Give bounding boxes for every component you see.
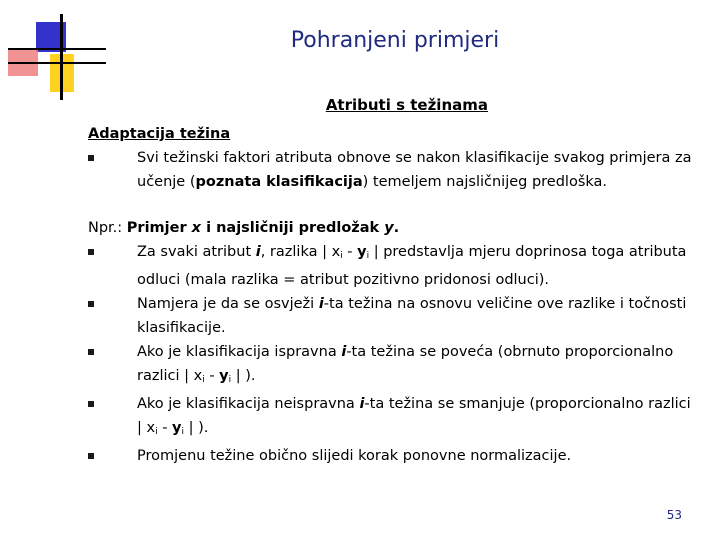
- subscript: i: [228, 375, 232, 385]
- list-item: [88, 340, 698, 392]
- list-item: [88, 444, 698, 468]
- bullet-text: -ta težina se poveća (obrnuto proporcionalno razlici | x: [137, 344, 674, 384]
- corner-logo: [0, 0, 110, 110]
- list-item: [88, 292, 698, 340]
- section-heading: Adaptacija težina: [88, 126, 231, 142]
- bullet-icon: [88, 249, 94, 255]
- example-heading-text: .: [393, 220, 400, 236]
- bullet-text: -: [204, 368, 220, 384]
- bullet-text: Svi težinski faktori atributa obnove se nakon klasifikacije svakog primjera za učenje (: [137, 150, 692, 190]
- logo-horizontal-line: [8, 62, 106, 64]
- subscript: i: [340, 251, 343, 261]
- bullet-icon: [88, 401, 94, 407]
- example-var-y: y: [384, 220, 394, 236]
- example-prefix: Npr.:: [88, 220, 127, 236]
- bullet-text: | predstavlja mjeru doprinosa toga atributa odluci (mala razlika = atribut pozitivno pridonosi odluci).: [137, 244, 687, 288]
- example-heading-text: i najsličniji predložak: [201, 220, 385, 236]
- subscript: i: [181, 427, 185, 437]
- bullet-text: Za svaki atribut: [137, 244, 256, 260]
- bullet-text: -ta težina se smanjuje (proporcionalno razlici | x: [137, 396, 691, 436]
- example-var-x: x: [191, 220, 202, 236]
- bullet-text: | ).: [184, 420, 209, 436]
- bullet-text: -ta težina na osnovu veličine ove razlike i točnosti klasifikacije.: [137, 296, 687, 336]
- slide-subtitle: Atributi s težinama: [325, 96, 488, 114]
- logo-horizontal-line: [8, 48, 106, 50]
- italic-var: i: [255, 244, 261, 260]
- list-item: [88, 146, 698, 194]
- logo-vertical-line: [60, 14, 63, 100]
- list-item: [88, 240, 698, 292]
- italic-var: i: [341, 344, 347, 360]
- bold-var: y: [219, 368, 229, 384]
- italic-var: i: [359, 396, 365, 412]
- bold-text: poznata klasifikacija: [195, 174, 363, 190]
- bullet-text: Ako je klasifikacija ispravna: [137, 344, 342, 360]
- slide-title: Pohranjeni primjeri: [290, 28, 500, 53]
- italic-var: i: [318, 296, 324, 312]
- bullet-text: , razlika | x: [260, 244, 341, 260]
- bullet-icon: [88, 349, 94, 355]
- bullet-text: Namjera je da se osvježi: [137, 296, 319, 312]
- bullet-text: | ).: [231, 368, 256, 384]
- bullet-icon: [88, 155, 94, 161]
- bold-var: y: [172, 420, 182, 436]
- list-item: [88, 392, 698, 444]
- bullet-icon: [88, 301, 94, 307]
- example-heading: [88, 216, 698, 240]
- bullet-icon: [88, 453, 94, 459]
- subscript: i: [202, 375, 205, 385]
- subscript: i: [366, 251, 370, 261]
- bold-var: y: [357, 244, 367, 260]
- bullet-text: -: [342, 244, 358, 260]
- bullet-text: -: [157, 420, 173, 436]
- slide-content: [88, 122, 698, 468]
- bullet-text: ) temeljem najsličnijeg predloška.: [362, 174, 608, 190]
- subscript: i: [155, 427, 158, 437]
- example-heading-text: Primjer: [126, 220, 192, 236]
- bullet-text: Ako je klasifikacija neispravna: [137, 396, 360, 412]
- page-number: 53: [666, 508, 682, 522]
- bullet-text: Promjenu težine obično slijedi korak ponovne normalizacije.: [137, 448, 572, 464]
